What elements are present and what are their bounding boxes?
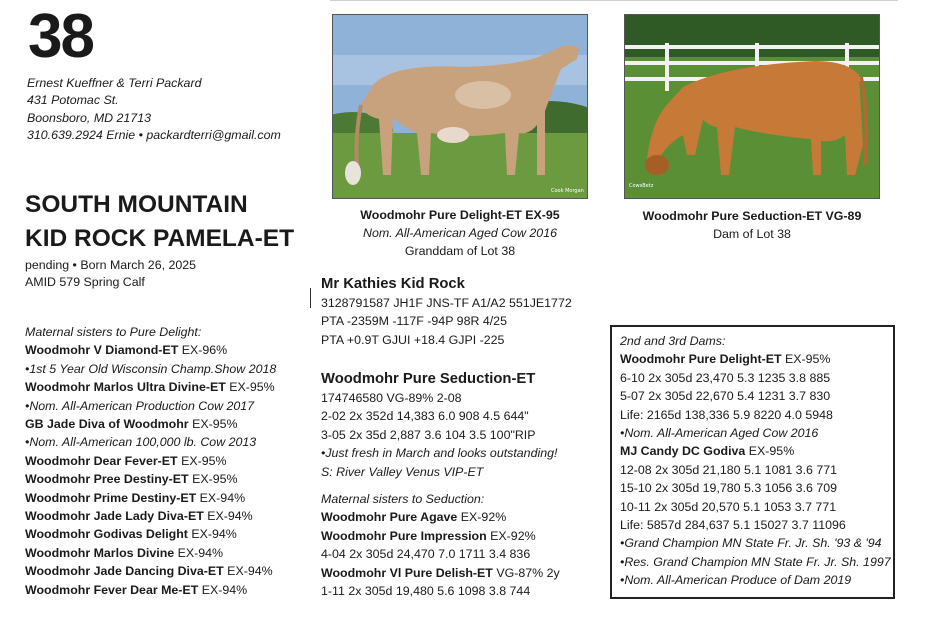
list-item-note: •Nom. All-American Production Cow 2017 (25, 398, 255, 413)
list-item: Woodmohr Pure Impression EX-92% (321, 528, 536, 543)
dam-photo-credit: CowsBetz (629, 183, 654, 189)
sisters-seduction-header: Maternal sisters to Seduction: (321, 492, 485, 506)
dams-box (610, 325, 895, 599)
sisters-delight (25, 323, 276, 599)
list-item: Woodmohr Jade Lady Diva-ET EX-94% (25, 509, 253, 524)
consignor-city: Boonsboro, MD 21713 (27, 110, 151, 125)
consignor-name: Ernest Kueffner & Terri Packard (27, 76, 202, 90)
granddam-photo (332, 14, 588, 199)
sisters-delight-header: Maternal sisters to Pure Delight: (25, 325, 202, 339)
sire-line: PTA +0.9T GJUI +18.4 GJPI -225 (321, 332, 505, 347)
second-dam-title: Woodmohr Pure Delight-ET EX-95% (620, 352, 831, 367)
granddam-cow-image (333, 15, 588, 199)
consignor-block (27, 75, 281, 144)
dam-block (321, 369, 557, 481)
granddam-photo-credit: Cook Morgan (551, 188, 584, 194)
list-item: Woodmohr Marlos Ultra Divine-ET EX-95% (25, 380, 275, 395)
list-item: Woodmohr Marlos Divine EX-94% (25, 545, 224, 560)
animal-meta (25, 257, 196, 290)
record-line: 6-10 2x 305d 23,470 5.3 1235 3.8 885 (620, 370, 831, 385)
dam-caption (610, 207, 894, 243)
sire-block (321, 274, 572, 349)
animal-name-line1: SOUTH MOUNTAIN (25, 191, 248, 218)
granddam-caption-relation: Granddam of Lot 38 (404, 244, 516, 258)
consignor-contact: 310.639.2924 Ernie • packardterri@gmail.com (27, 127, 281, 142)
list-item: Woodmohr Fever Dear Me-ET EX-94% (25, 582, 248, 597)
list-item: GB Jade Diva of Woodmohr EX-95% (25, 417, 238, 432)
animal-born: pending • Born March 26, 2025 (25, 258, 197, 272)
sire-name: Mr Kathies Kid Rock (321, 276, 465, 292)
granddam-caption-award: Nom. All-American Aged Cow 2016 (363, 226, 557, 240)
second-dam-note: •Nom. All-American Aged Cow 2016 (620, 426, 819, 441)
list-item-note: •Nom. All-American 100,000 lb. Cow 2013 (25, 435, 257, 450)
dam-caption-name: Woodmohr Pure Seduction-ET VG-89 (642, 209, 862, 223)
top-rule (330, 0, 898, 1)
third-dam-note: •Grand Champion MN State Fr. Jr. Sh. '93 & '94 (620, 536, 882, 551)
lot-number: 38 (28, 2, 93, 71)
list-item: Woodmohr Prime Destiny-ET EX-94% (25, 490, 246, 505)
list-item-record: 1-11 2x 305d 19,480 5.6 1098 3.8 744 (321, 584, 531, 599)
third-dam-note: •Res. Grand Champion MN State Fr. Jr. Sh. 1997 (620, 554, 891, 569)
record-line: 10-11 2x 305d 20,570 5.1 1053 3.7 771 (620, 499, 837, 514)
consignor-address: 431 Potomac St. (27, 93, 119, 108)
third-dam-note: •Nom. All-American Produce of Dam 2019 (620, 573, 852, 588)
dams-box-header: 2nd and 3rd Dams: (620, 334, 726, 348)
sisters-seduction (321, 490, 560, 600)
granddam-caption-name: Woodmohr Pure Delight-ET EX-95 (360, 208, 560, 222)
dam-cow-image (625, 15, 880, 199)
list-item: Woodmohr Pree Destiny-ET EX-95% (25, 472, 238, 487)
record-line: 5-07 2x 305d 22,670 5.4 1231 3.7 830 (620, 389, 831, 404)
dam-line: 3-05 2x 35d 2,887 3.6 104 3.5 100"RIP (321, 427, 536, 442)
record-line: 15-10 2x 305d 19,780 5.3 1056 3.6 709 (620, 481, 838, 496)
dams-box-content (620, 332, 891, 590)
sire-line: 3128791587 JH1F JNS-TF A1/A2 551JE1772 (321, 296, 572, 310)
dam-note: S: River Valley Venus VIP-ET (321, 464, 484, 479)
list-item-record: 4-04 2x 305d 24,470 7.0 1711 3.4 836 (321, 547, 531, 562)
animal-name-line2: KID ROCK PAMELA-ET (25, 225, 295, 252)
dam-caption-relation: Dam of Lot 38 (713, 227, 791, 241)
third-dam-title: MJ Candy DC Godiva EX-95% (620, 444, 795, 459)
list-item: Woodmohr Godivas Delight EX-94% (25, 527, 237, 542)
animal-amid: AMID 579 Spring Calf (25, 274, 145, 289)
dam-line: 2-02 2x 352d 14,383 6.0 908 4.5 644" (321, 409, 529, 424)
sire-line: PTA -2359M -117F -94P 98R 4/25 (321, 314, 507, 329)
list-item: Woodmohr Jade Dancing Diva-ET EX-94% (25, 564, 273, 579)
list-item: Woodmohr V Diamond-ET EX-96% (25, 343, 228, 358)
dam-name: Woodmohr Pure Seduction-ET (321, 371, 536, 387)
granddam-caption (318, 206, 602, 260)
dam-line: 174746580 VG-89% 2-08 (321, 391, 462, 405)
sire-divider (310, 288, 311, 308)
record-line: 12-08 2x 305d 21,180 5.1 1081 3.6 771 (620, 462, 838, 477)
list-item: Woodmohr Dear Fever-ET EX-95% (25, 453, 227, 468)
animal-name (25, 188, 294, 256)
list-item: Woodmohr Vl Pure Delish-ET VG-87% 2y (321, 565, 560, 580)
list-item: Woodmohr Pure Agave EX-92% (321, 510, 507, 525)
dam-photo (624, 14, 880, 199)
record-line: Life: 2165d 138,336 5.9 8220 4.0 5948 (620, 407, 833, 422)
record-line: Life: 5857d 284,637 5.1 15027 3.7 11096 (620, 518, 846, 533)
list-item-note: •1st 5 Year Old Wisconsin Champ.Show 2018 (25, 361, 277, 376)
dam-note: •Just fresh in March and looks outstanding! (321, 446, 558, 461)
